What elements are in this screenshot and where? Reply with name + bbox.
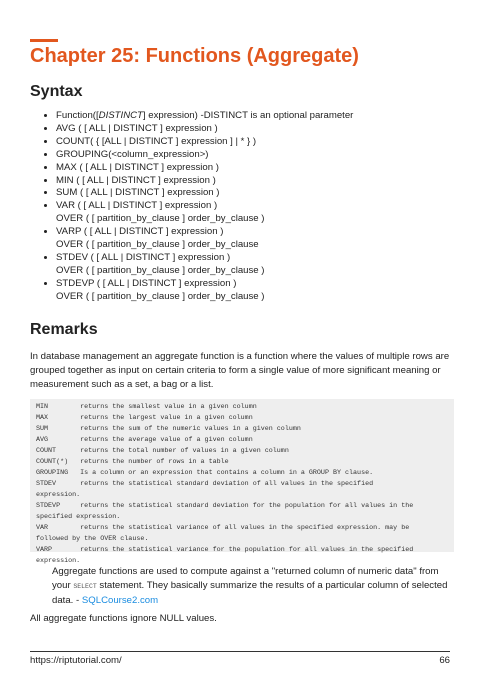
syntax-item-text: STDEVP ( [ ALL | DISTINCT ] expression ) bbox=[56, 277, 237, 289]
syntax-item-continuation: OVER ( [ partition_by_clause ] order_by_clause ) bbox=[56, 264, 265, 276]
footer-url: https://riptutorial.com/ bbox=[30, 655, 122, 666]
syntax-item-text: GROUPING(<column_expression>) bbox=[56, 148, 209, 160]
syntax-item-text: VARP ( [ ALL | DISTINCT ] expression ) bbox=[56, 226, 224, 238]
null-values-note: All aggregate functions ignore NULL values. bbox=[30, 613, 217, 624]
syntax-item bbox=[56, 149, 486, 162]
syntax-item-continuation: OVER ( [ partition_by_clause ] order_by_clause ) bbox=[56, 290, 265, 302]
remarks-heading: Remarks bbox=[30, 321, 98, 338]
syntax-item bbox=[56, 187, 486, 200]
footer-divider bbox=[30, 651, 450, 652]
chapter-title: Chapter 25: Functions (Aggregate) bbox=[30, 45, 359, 67]
inline-code: SELECT bbox=[73, 583, 97, 590]
quote-text: Aggregate functions are used to compute against a "returned column of numeric data" from your bbox=[52, 566, 439, 591]
syntax-item bbox=[56, 123, 486, 136]
syntax-item bbox=[56, 110, 486, 123]
syntax-item-emphasis: DISTINCT bbox=[98, 110, 143, 121]
syntax-item-text: ] expression) -DISTINCT is an optional parameter bbox=[142, 110, 354, 121]
chapter-accent-bar bbox=[30, 39, 58, 42]
page-number: 66 bbox=[439, 655, 450, 666]
blockquote bbox=[52, 565, 452, 608]
syntax-item bbox=[56, 136, 486, 149]
syntax-item bbox=[56, 175, 486, 188]
syntax-item-text: COUNT( { [ALL | DISTINCT ] expression ] | * } ) bbox=[56, 135, 257, 147]
syntax-item-text: MAX ( [ ALL | DISTINCT ] expression ) bbox=[56, 161, 219, 173]
quote-text: statement. They basically summarize the results of a particular column of selected data. - bbox=[52, 580, 448, 606]
syntax-item-text: MIN ( [ ALL | DISTINCT ] expression ) bbox=[56, 174, 216, 186]
syntax-item-text: SUM ( [ ALL | DISTINCT ] expression ) bbox=[56, 187, 220, 199]
syntax-item-text: AVG ( [ ALL | DISTINCT ] expression ) bbox=[56, 122, 218, 134]
syntax-item-text: STDEV ( [ ALL | DISTINCT ] expression ) bbox=[56, 251, 231, 263]
syntax-item-text: VAR ( [ ALL | DISTINCT ] expression ) bbox=[56, 200, 218, 212]
syntax-item-continuation: OVER ( [ partition_by_clause ] order_by_clause ) bbox=[56, 213, 265, 225]
syntax-list bbox=[30, 110, 486, 304]
syntax-item bbox=[56, 226, 486, 252]
syntax-item-continuation: OVER ( [ partition_by_clause ] order_by_clause bbox=[56, 239, 259, 251]
sqlcourse-link[interactable]: SQLCourse2.com bbox=[81, 595, 159, 606]
syntax-item-text: Function([ bbox=[56, 110, 99, 121]
syntax-item bbox=[56, 200, 486, 226]
syntax-item bbox=[56, 278, 486, 304]
syntax-item bbox=[56, 162, 486, 175]
remarks-paragraph: In database management an aggregate function is a function where the values of multiple rows are grouped together as input on certain criteria to form a single value of more significant meaning or measurement such as a set, a bag or a list. bbox=[30, 351, 450, 390]
syntax-item bbox=[56, 252, 486, 278]
syntax-heading: Syntax bbox=[30, 83, 83, 100]
code-block: MIN returns the smallest value in a given column MAX returns the largest value in a given column SUM returns the sum of the numeric values in a given column AVG returns the average value of a given column COUNT returns the total number of values in a given column COUNT(*) returns the number of rows in a table GROUPING Is a column or an expression that contains a column in a GROUP BY clause. STDEV returns the statistical standard deviation of all values in the specified expression. STDEVP returns the statistical standard deviation for the population for all values in the specified expression. VAR returns the statistical variance of all values in the specified expression. may be followed by the OVER clause. VARP returns the statistical variance for the population for all values in the specified expression. bbox=[30, 399, 454, 552]
